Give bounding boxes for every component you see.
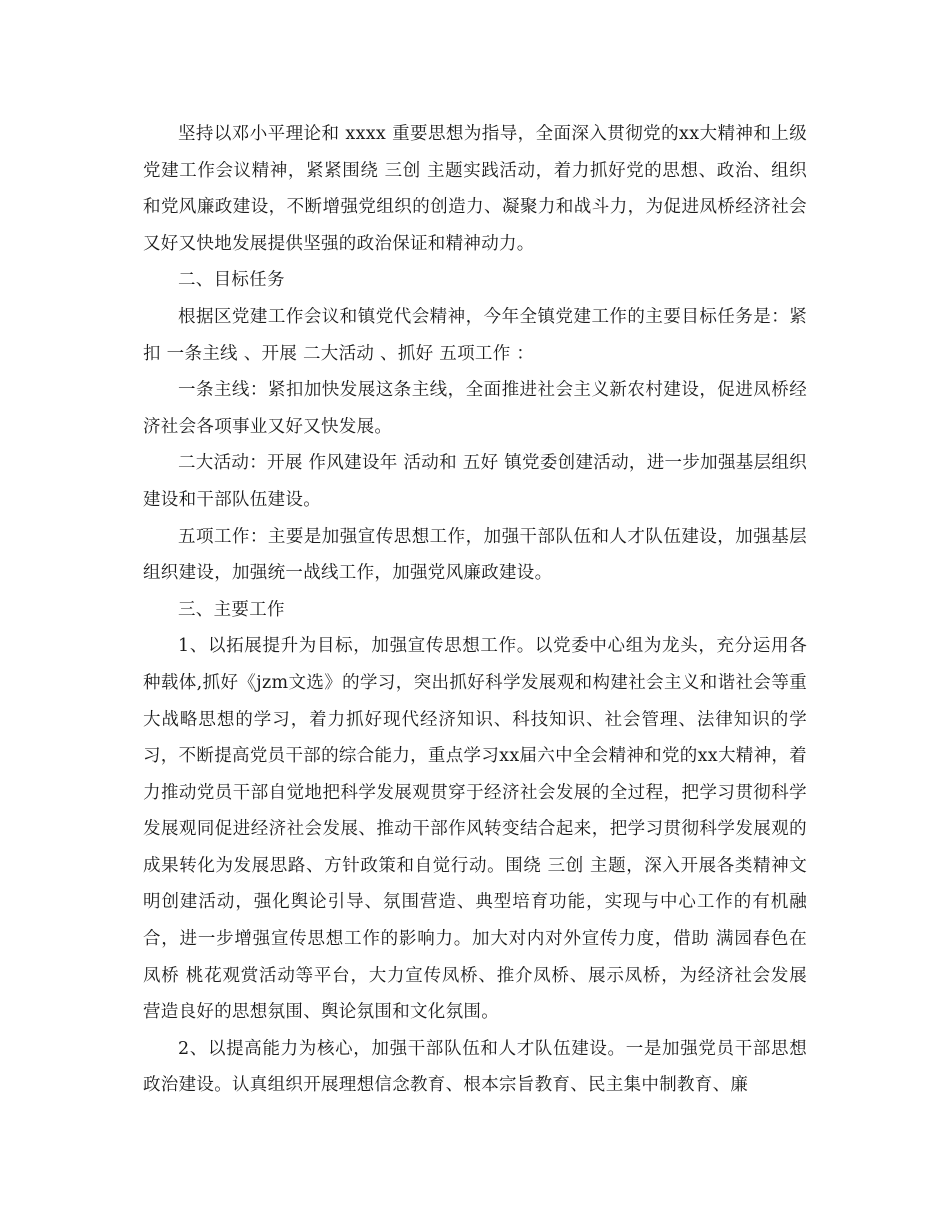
document-body bbox=[143, 116, 807, 1104]
section-heading-main-work: 三、主要工作 bbox=[178, 599, 285, 620]
paragraph-targets-intro: 根据区党建工作会议和镇党代会精神，今年全镇党建工作的主要目标任务是：紧扣 一条主线 、开展 二大活动 、抓好 五项工作 ： bbox=[143, 306, 807, 364]
paragraph-work-item-2: 2、以提高能力为核心，加强干部队伍和人才队伍建设。一是加强党员干部思想政治建设。认真组织开展理想信念教育、根本宗旨教育、民主集中制教育、廉 bbox=[143, 1038, 807, 1096]
paragraph-guiding-principle: 坚持以邓小平理论和 xxxx 重要思想为指导，全面深入贯彻党的xx大精神和上级党建工作会议精神，紧紧围绕 三创 主题实践活动，着力抓好党的思想、政治、组织和党风廉政建设，不断增强党组织的创造力、凝聚力和战斗力，为促进凤桥经济社会又好又快地发展提供坚强的政治保证和精神动力。 bbox=[143, 124, 807, 254]
paragraph-five-tasks: 五项工作：主要是加强宣传思想工作，加强干部队伍和人才队伍建设，加强基层组织建设，加强统一战线工作，加强党风廉政建设。 bbox=[143, 526, 807, 584]
paragraph-main-line: 一条主线：紧扣加快发展这条主线，全面推进社会主义新农村建设，促进凤桥经济社会各项事业又好又快发展。 bbox=[143, 380, 807, 437]
section-heading-targets: 二、目标任务 bbox=[178, 270, 285, 291]
paragraph-two-activities: 二大活动：开展 作风建设年 活动和 五好 镇党委创建活动，进一步加强基层组织建设和干部队伍建设。 bbox=[143, 453, 807, 510]
paragraph-work-item-1: 1、以拓展提升为目标，加强宣传思想工作。以党委中心组为龙头，充分运用各种载体,抓好《jzm文选》的学习，突出抓好科学发展观和构建社会主义和谐社会等重大战略思想的学习，着力抓好现代经济知识、科技知识、社会管理、法律知识的学习，不断提高党员干部的综合能力，重点学习xx届六中全会精神和党的xx大精神，着力推动党员干部自觉地把科学发展观贯穿于经济社会发展的全过程，把学习贯彻科学发展观同促进经济社会发展、推动干部作风转变结合起来，把学习贯彻科学发展观的成果转化为发展思路、方针政策和自觉行动。围绕 三创 主题，深入开展各类精神文明创建活动，强化舆论引导、氛围营造、典型培育功能，实现与中心工作的有机融合，进一步增强宣传思想工作的影响力。加大对内对外宣传力度，借助 满园春色在凤桥 桃花观赏活动等平台，大力宣传凤桥、推介凤桥、展示凤桥，为经济社会发展营造良好的思想氛围、舆论氛围和文化氛围。 bbox=[143, 636, 807, 1023]
